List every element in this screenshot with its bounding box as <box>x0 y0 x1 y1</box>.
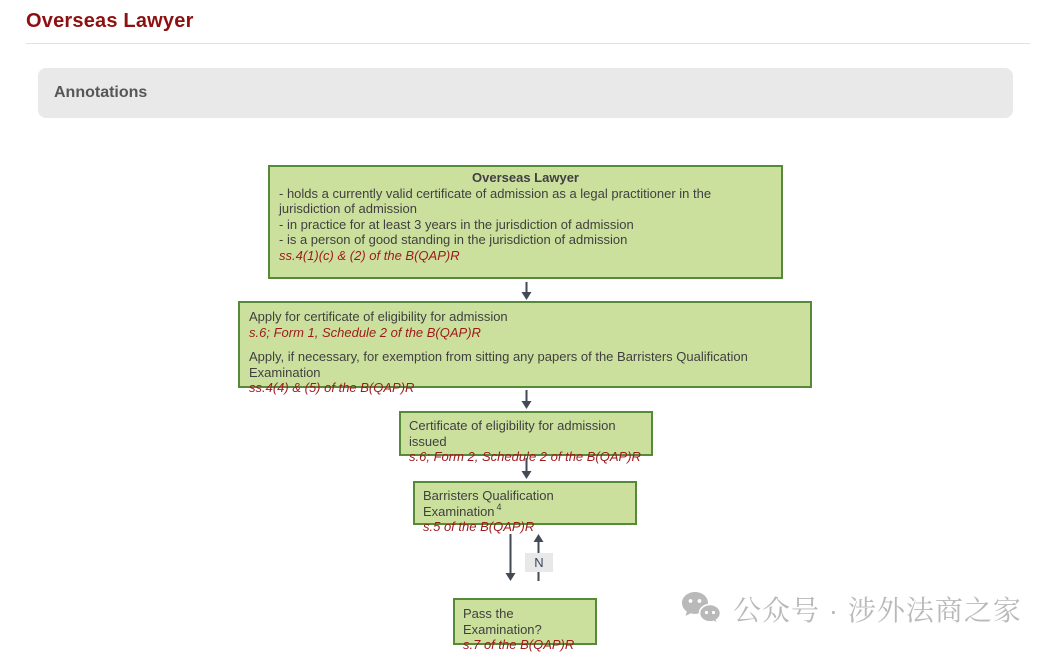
flowchart-box-qualification-examination <box>413 481 637 534</box>
statute-reference: s.6; Form 1, Schedule 2 of the B(QAP)R <box>249 324 481 340</box>
wechat-icon <box>681 591 721 627</box>
step-line: Certificate of eligibility for admission issued <box>409 418 616 449</box>
step-line: Apply for certificate of eligibility for admission <box>249 309 508 324</box>
box-title: Overseas Lawyer <box>472 170 579 185</box>
flowchart-box-pass-examination <box>453 598 597 652</box>
footnote-marker: 4 <box>496 502 502 513</box>
annotations-section-header[interactable] <box>38 68 1013 118</box>
flowchart-box-overseas-lawyer <box>268 165 783 279</box>
step-line: Pass the Examination? <box>463 606 542 637</box>
step-line: Barristers Qualification Examination $^4$ <box>423 488 554 519</box>
statute-reference: ss.4(4) & (5) of the B(QAP)R <box>249 380 415 395</box>
flowchart-box-apply-certificate <box>238 301 812 395</box>
criteria-line: - in practice for at least 3 years in the jurisdiction of admission <box>279 216 634 232</box>
step-line: Apply, if necessary, for exemption from sitting any papers of the Barristers Qualification Examination <box>249 349 748 380</box>
statute-reference: ss.4(1)(c) & (2) of the B(QAP)R <box>279 247 460 263</box>
title-divider <box>26 43 1030 44</box>
flowchart-box-certificate-issued <box>399 411 653 464</box>
statute-reference: s.7 of the B(QAP)R <box>463 637 575 652</box>
no-branch-label: N <box>525 553 553 572</box>
watermark-text: 公众号 · 涉外法商之家 <box>733 595 1022 626</box>
annotations-label: Annotations <box>54 84 148 101</box>
down-arrow-icon <box>520 390 533 409</box>
criteria-line: - is a person of good standing in the jurisdiction of admission <box>279 232 628 247</box>
down-arrow-icon <box>504 534 517 581</box>
watermark <box>681 588 1022 630</box>
statute-reference: s.5 of the B(QAP)R <box>423 519 535 534</box>
down-arrow-icon <box>520 458 533 479</box>
page-title: Overseas Lawyer <box>26 10 194 32</box>
down-arrow-icon <box>520 282 533 300</box>
statute-reference: s.6; Form 2, Schedule 2 of the B(QAP)R <box>409 449 641 464</box>
criteria-line: - holds a currently valid certificate of admission as a legal practitioner in the jurisdiction of admission <box>279 185 712 216</box>
